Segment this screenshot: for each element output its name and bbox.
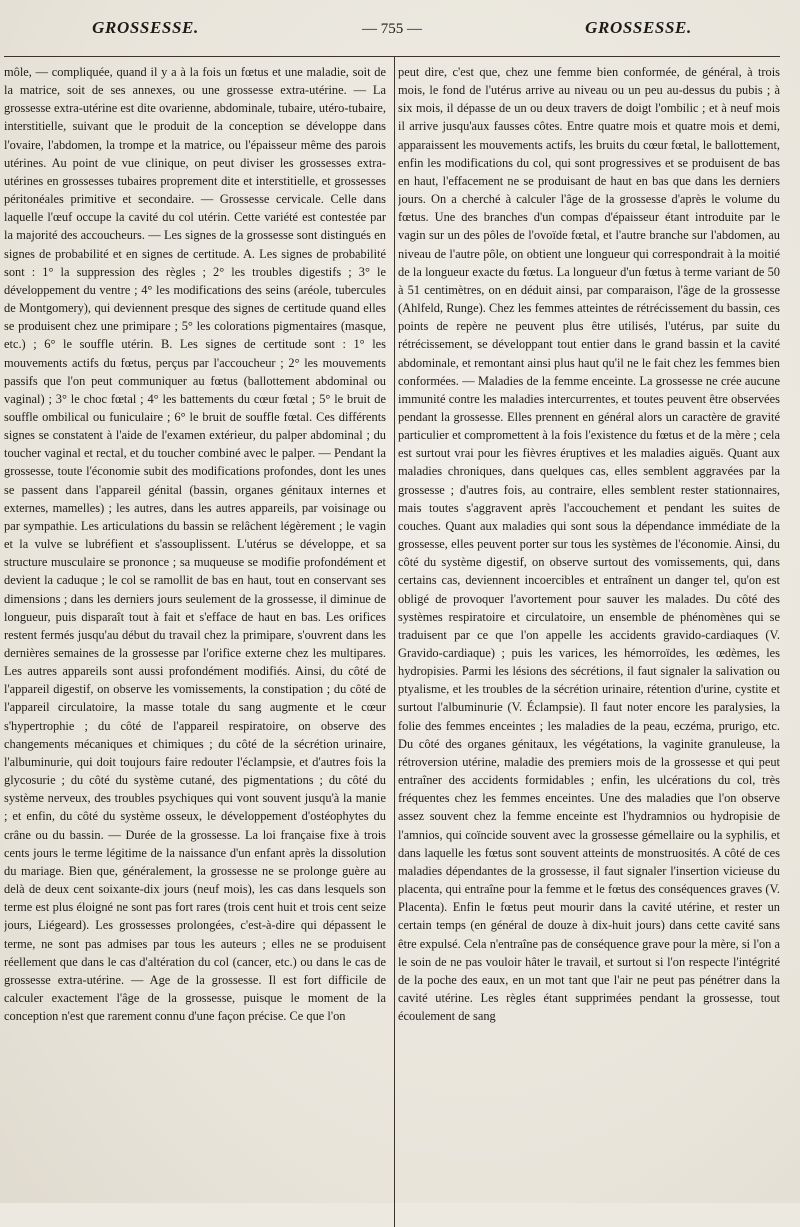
text-columns <box>4 63 780 1213</box>
left-column <box>4 63 386 1213</box>
page-number: — 755 — <box>362 21 422 37</box>
running-header <box>4 18 780 57</box>
header-left-word: GROSSESSE. <box>92 18 199 37</box>
right-column <box>398 63 780 1213</box>
left-column-text: môle, — compliquée, quand il y a à la fois un fœtus et une maladie, soit de la matrice, soit de ses annexes, ou une grossesse extra-utérine. — La grossesse extra-utérine est dite ovarienne, abdominale, tubaire, utéro-tubaire, interstitielle, suivant que le produit de la conception se développe dans l'ovaire, l'abdomen, la trompe et la matrice, ou l'épaisseur même des parois utérines. Au point de vue clinique, on peut diviser les grossesses extra-utérines en grossesses tubaires proprement dite et interstitielle, et grossesses péritonéales primitive et secondaire. — Grossesse cervicale. Celle dans laquelle l'œuf occupe la cavité du col utérin. Cette variété est contestée par la majorité des accoucheurs. — Les signes de la grossesse sont distingués en signes de probabilité et en signes de certitude. A. Les signes de probabilité sont : 1° la suppression des règles ; 2° les troubles digestifs ; 3° le développement du ventre ; 4° les modifications des seins (aréole, tubercules de Montgomery), qui deviennent presque des signes de certitude quand elles se produisent chez une primipare ; 5° les colorations pigmentaires (masque, etc.) ; 6° le souffle utérin. B. Les signes de certitude sont : 1° les mouvements actifs du fœtus, perçus par l'accoucheur ; 2° les mouvements passifs que l'on peut communiquer au fœtus (ballottement abdominal ou vaginal) ; 3° le choc fœtal ; 4° les battements du cœur fœtal ; 5° le bruit de souffle ombilical ou funiculaire ; 6° le bruit de souffle fœtal. Ces différents signes se constatent à l'aide de l'examen extérieur, du palper abdominal ; du toucher vaginal et rectal, et du toucher combiné avec le palper. — Pendant la grossesse, toute l'économie subit des modifications profondes, dont les unes se passent dans l'appareil génital (bassin, organes génitaux internes et externes, mamelles) ; les autres, dans les autres appareils, par voisinage ou par sympathie. Les articulations du bassin se relâchent légèrement ; le vagin et la vulve se lubréfient et s'assouplissent. L'utérus se développe, et sa structure musculaire se prononce ; sa muqueuse se modifie profondément et devient la caduque ; le col se ramollit de bas en haut, tout en conservant ses dimensions ; dans les derniers jours seulement de la grossesse, il diminue de longueur, puis disparaît tout à fait et s'efface de haut en bas. Les orifices restent fermés jusqu'au début du travail chez la primipare, s'ouvrent dans les dernières semaines de la grossesse par l'orifice externe chez les multipares. Les autres appareils sont aussi profondément modifiés. Ainsi, du côté de l'appareil digestif, on observe les vomissements, la constipation ; du côté de l'appareil circulatoire, la masse totale du sang augmente et le cœur s'hypertrophie ; du côté de l'appareil respiratoire, on observe des changements mécaniques et chimiques ; du côté de la sécrétion urinaire, l'albuminurie, qui doit toujours faire redouter l'éclampsie, et d'autres fois la glycosurie ; du côté du système cutané, des pigmentations ; du côté du système nerveux, des troubles psychiques qui vont souvent jusqu'à la manie ; et enfin, du côté du système osseux, le développement d'ostéophytes du crâne ou du bassin. — Durée de la grossesse. La loi française fixe à trois cents jours le terme légitime de la naissance d'un enfant après la dissolution du mariage. Bien que, généralement, la grossesse ne se prolonge guère au delà de deux cent soixante-dix jours (neuf mois), les cas dans lesquels son terme est plus éloigné ne sont pas fort rares (trois cent huit et trois cent seize jours, Liégeard). Les grossesses prolongées, c'est-à-dire qui dépassent le terme, ne sont pas admises par tous les auteurs ; elles ne se produisent réellement que dans le cas d'altération du col (cancer, etc.) ou dans le cas de grossesse extra-utérine. — Age de la grossesse. Il est fort difficile de calculer exactement l'âge de la grossesse, puisque le moment de la conception n'est que rarement connu d'une façon précise. Ce que l'on <box>4 65 386 1024</box>
right-column-text: peut dire, c'est que, chez une femme bien conformée, de général, à trois mois, le fond de l'utérus arrive au niveau ou un peu au-dessus du pubis ; à six mois, il dépasse de un ou deux travers de doigt l'ombilic ; et à neuf mois il arrive jusqu'aux fausses côtes. Entre quatre mois et quatre mois et demi, apparaissent les mouvements actifs, les bruits du cœur fœtal, le ballottement, enfin les modifications du col, qui sont progressives et se produisent de bas en haut, l'effacement ne se produisant de haut en bas que dans les derniers jours. On a cherché à calculer l'âge de la grossesse d'après le volume du fœtus. Une des branches d'un compas d'épaisseur étant introduite par le vagin sur un des pôles de l'ovoïde fœtal, et l'autre branche sur l'abdomen, au niveau de l'autre pôle, on obtient une longueur qui correspondrait à la moitié de la longueur exacte du fœtus. La longueur d'un fœtus à terme variant de 50 à 51 centimètres, on en déduit ainsi, par comparaison, l'âge de la grossesse (Ahlfeld, Runge). Chez les femmes atteintes de rétrécissement du bassin, ces points de repère ne peuvent plus être utilisés, l'utérus, par suite du rétrécissement, se développant tout entier dans le grand bassin et la cavité abdominale, et remontant ainsi plus haut qu'il ne le fait chez les femmes bien conformées. — Maladies de la femme enceinte. La grossesse ne crée aucune immunité contre les maladies intercurrentes, et toutes peuvent être observées pendant la grossesse. Elles prennent en général alors un caractère de gravité particulier et compromettent à la fois l'existence du fœtus et de la mère ; cela est surtout vrai pour les fièvres éruptives et les maladies aiguës. Quant aux maladies chroniques, dans quelques cas, elles semblent aggravées par la grossesse ; d'autres fois, au contraire, elles semblent rester stationnaires, mais toutes s'aggravent après l'accouchement et pendant les suites de couches. Quant aux maladies qui sont sous la dépendance immédiate de la grossesse, elles peuvent porter sur tous les systèmes de l'économie. Ainsi, du côté du système digestif, on observe surtout des vomissements, qui, dans certains cas, deviennent incoercibles et entraînent un danger tel, qu'on est obligé de provoquer l'avortement pour sauver les malades. Du côté des systèmes respiratoire et circulatoire, un ensemble de phénomènes qui se traduisent par ce que l'on appelle les accidents gravido-cardiaques (V. Gravido-cardiaque) ; puis les varices, les hémorroïdes, les œdèmes, les hydropisies. Parmi les lésions des sécrétions, il faut signaler la salivation ou ptyalisme, et les troubles de la sécrétion urinaire, rétention d'urine, cystite et surtout l'albuminurie (V. Éclampsie). Il faut noter encore les paralysies, la folie des femmes enceintes ; les maladies de la peau, eczéma, prurigo, etc. Du côté des organes génitaux, les végétations, la vaginite granuleuse, la rétroversion utérine, maladie des premiers mois de la grossesse et qui peut entraîner des accidents formidables ; enfin, les ulcérations du col, très fréquentes chez les femmes enceintes. Une des maladies que l'on observe assez souvent chez la femme enceinte est l'hydramnios ou hydropisie de l'amnios, qui coïncide souvent avec la grossesse gémellaire ou la syphilis, et dans laquelle les fœtus sont souvent atteints de monstruosités. A côté de ces maladies dépendantes de la grossesse, il faut signaler l'insertion vicieuse du placenta, qui entraîne pour la femme et le fœtus des conséquences graves (V. Placenta). Enfin le fœtus peut mourir dans la cavité utérine, et rester un certain temps (en général de douze à dix-huit jours) dans cette cavité sans être expulsé. Cela n'entraîne pas de conséquence grave pour la mère, si l'on a le soin de ne pas vouloir hâter le travail, et surtout si l'on respecte l'intégrité de la poche des eaux, en un mot tant que l'air ne peut pas pénétrer dans la cavité utérine. Les règles étant supprimées pendant la grossesse, tout écoulement de sang <box>398 65 780 1024</box>
column-divider <box>394 57 395 1227</box>
header-right-word: GROSSESSE. <box>585 18 692 37</box>
